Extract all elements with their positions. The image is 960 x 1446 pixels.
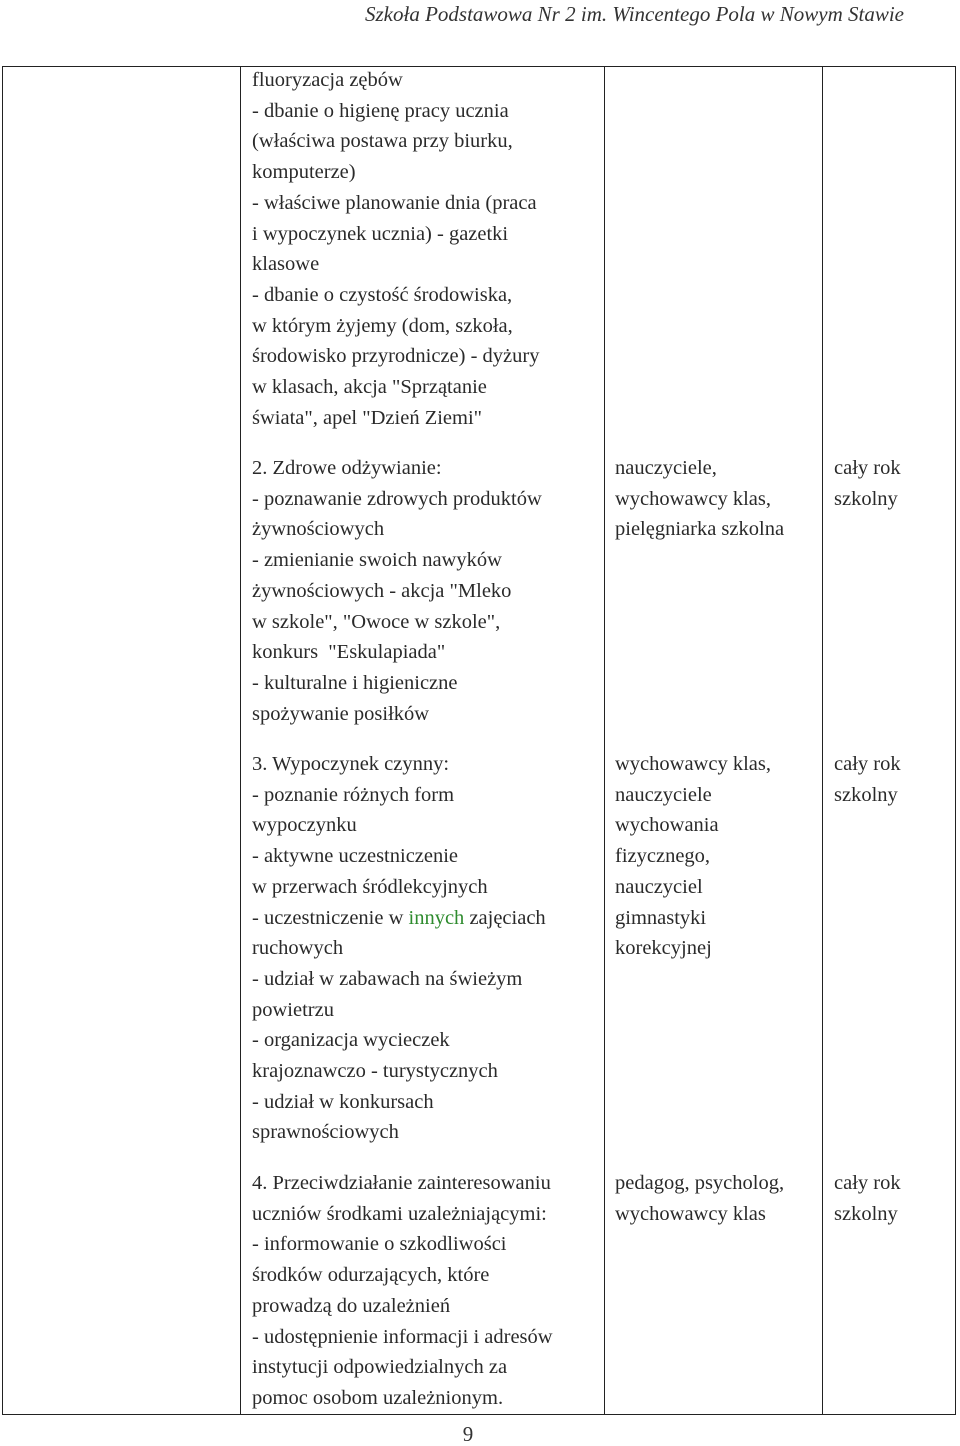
responsible-cell: wychowawcy klas, nauczyciele wychowania fizycznego, nauczyciel gimnastyki korekcyjnej <box>615 753 771 960</box>
page-number: 9 <box>462 1422 474 1446</box>
responsible-cell: pedagog, psycholog, wychowawcy klas <box>615 1172 785 1225</box>
term-cell: cały rok szkolny <box>834 1172 901 1225</box>
activities-cell <box>252 749 546 1148</box>
activities-text: zajęciach ruchowych - udział w zabawach na świeżym powietrzu - organizacja wycieczek krajoznawczo - turystycznych - udział w konkursach sprawnościowych <box>252 906 546 1144</box>
activities-cell: 2. Zdrowe odżywianie: - poznawanie zdrowych produktów żywnościowych - zmienianie swoich nawyków żywnościowych - akcja "Mleko w szkole", "Owoce w szkole", konkurs "Eskulapiada" - kulturalne i higieniczne spożywanie posiłków <box>252 457 542 725</box>
activities-cell: fluoryzacja zębów - dbanie o higienę pracy ucznia (właściwa postawa przy biurku, komputerze) - właściwe planowanie dnia (praca i wypoczynek ucznia) - gazetki klasowe - dbanie o czystość środowiska, w którym żyjemy (dom, szkoła, środowisko przyrodnicze) - dyżury w klasach, akcja "Sprzątanie świata", apel "Dzień Ziemi" <box>252 69 540 429</box>
column-divider <box>822 66 823 1415</box>
column-divider <box>240 66 241 1415</box>
highlighted-word: innych <box>408 906 465 929</box>
page-header <box>0 0 960 28</box>
responsible-cell: nauczyciele, wychowawcy klas, pielęgniarka szkolna <box>615 457 785 541</box>
activities-text: 3. Wypoczynek czynny: - poznanie różnych form wypoczynku - aktywne uczestniczenie w przerwach śródlekcyjnych - uczestniczenie w <box>252 753 488 929</box>
activities-cell: 4. Przeciwdziałanie zainteresowaniu uczniów środkami uzależniającymi: - informowanie o szkodliwości środków odurzających, które prowadzą do uzależnień - udostępnienie informacji i adresów instytucji odpowiedzialnych za pomoc osobom uzależnionym. <box>252 1172 553 1409</box>
term-cell: cały rok szkolny <box>834 753 901 806</box>
column-divider <box>604 66 605 1415</box>
school-name: Szkoła Podstawowa Nr 2 im. Wincentego Pola w Nowym Stawie <box>365 2 904 26</box>
term-cell: cały rok szkolny <box>834 457 901 510</box>
